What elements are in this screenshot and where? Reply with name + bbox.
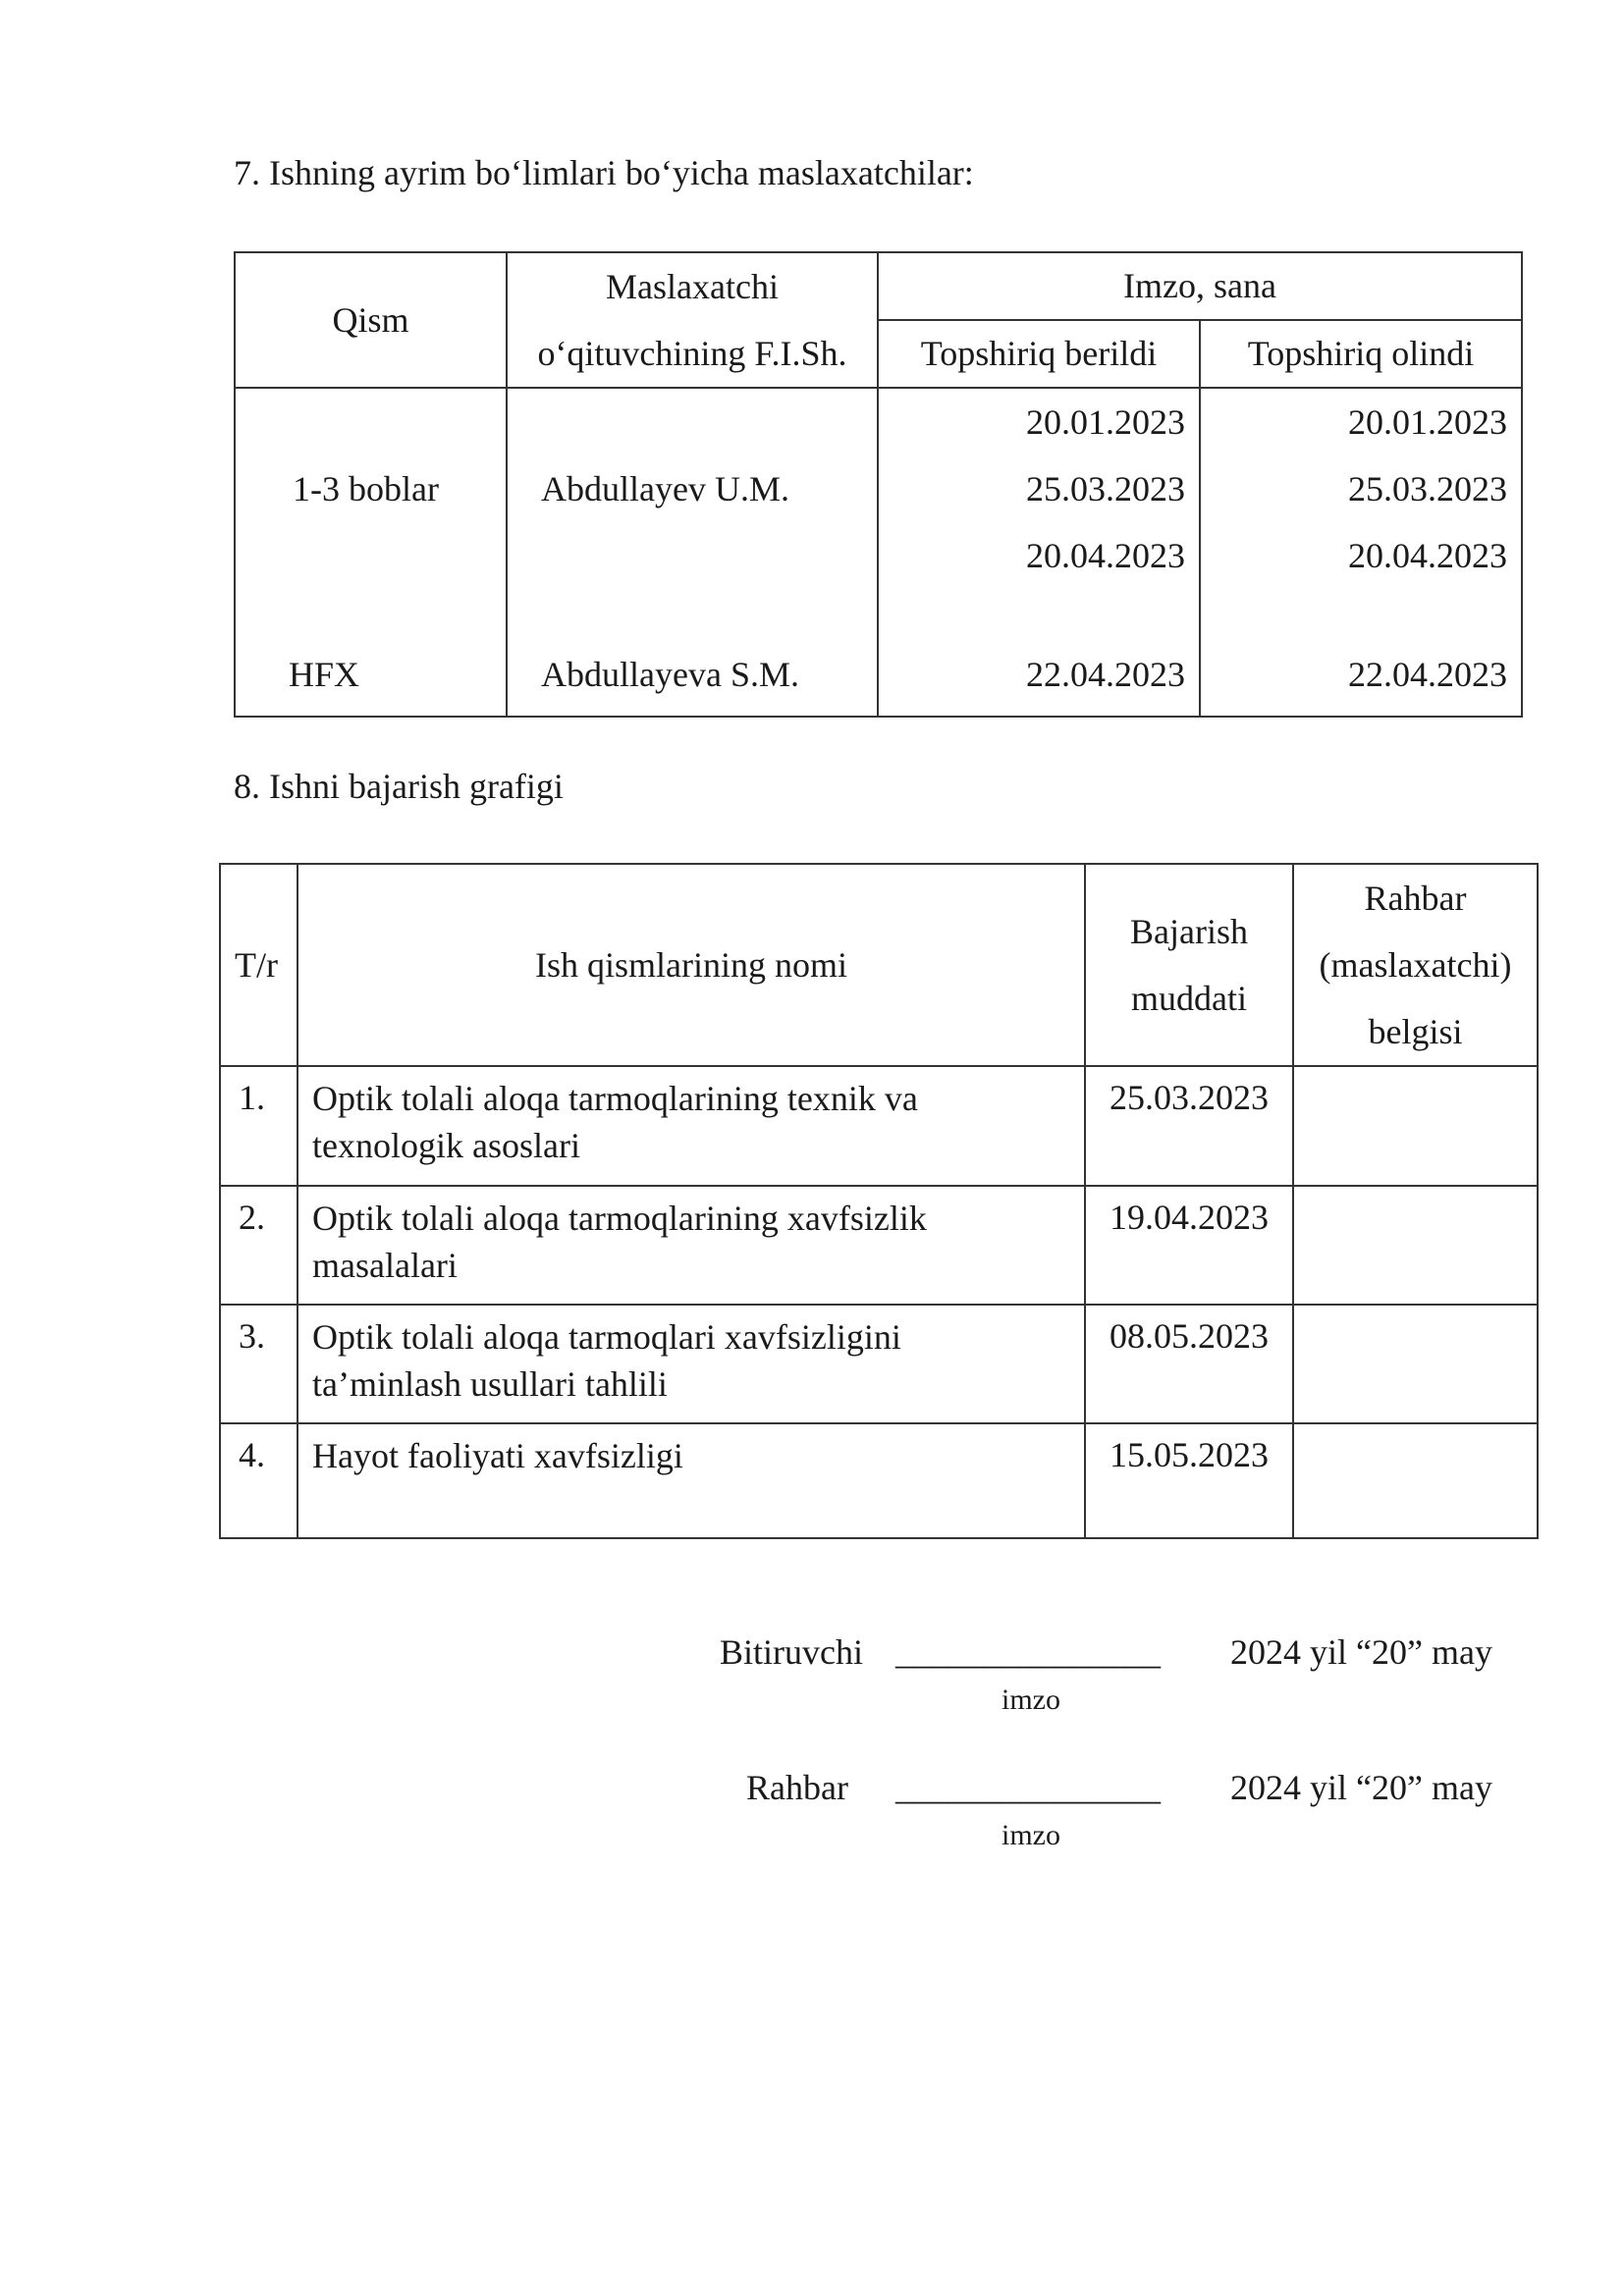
signature-caption-graduate: imzo <box>1001 1683 1060 1716</box>
signature-line-graduate: _______________ <box>895 1632 1161 1672</box>
header-rahbar-belgisi <box>1293 864 1538 1066</box>
header-bajarish-muddati <box>1085 864 1293 1066</box>
row-number: 2. <box>220 1186 298 1305</box>
row-1-name: Abdullayev U.M. <box>507 388 878 589</box>
row-2-qism: HFX <box>235 589 507 717</box>
header-ish-qismlari: Ish qismlarining nomi <box>298 864 1085 1066</box>
schedule-table <box>219 863 1539 1539</box>
row-mark <box>1293 1186 1538 1305</box>
row-2-olindi: 22.04.2023 <box>1200 589 1522 717</box>
row-title: Hayot faoliyati xavfsizligi <box>298 1423 1085 1538</box>
table-row <box>220 1305 1538 1423</box>
row-2-name: Abdullayeva S.M. <box>507 589 878 717</box>
row-title: Optik tolali aloqa tarmoqlari xavfsizligini ta’minlash usullari tahlili <box>298 1305 1085 1423</box>
row-number: 4. <box>220 1423 298 1538</box>
row-date: 15.05.2023 <box>1085 1423 1293 1538</box>
section-7-heading: 7. Ishning ayrim bo‘limlari bo‘yicha maslaxatchilar: <box>234 153 974 192</box>
header-maslaxatchi-line-1: Maslaxatchi <box>606 267 779 306</box>
row-title: Optik tolali aloqa tarmoqlarining texnik va texnologik asoslari <box>298 1066 1085 1186</box>
signature-date-graduate: 2024 yil “20” may <box>1230 1632 1492 1672</box>
signature-role-supervisor: Rahbar <box>746 1768 848 1807</box>
consultants-table <box>234 251 1523 718</box>
row-date: 19.04.2023 <box>1085 1186 1293 1305</box>
row-number: 3. <box>220 1305 298 1423</box>
signature-caption-supervisor: imzo <box>1001 1819 1060 1851</box>
row-number: 1. <box>220 1066 298 1186</box>
section-8-heading: 8. Ishni bajarish grafigi <box>234 767 564 806</box>
row-mark <box>1293 1423 1538 1538</box>
signature-date-supervisor: 2024 yil “20” may <box>1230 1768 1492 1807</box>
header-muddat-line-2: muddati <box>1131 979 1247 1018</box>
header-maslaxatchi <box>507 252 878 388</box>
table-row <box>220 1423 1538 1538</box>
table-row <box>220 1066 1538 1186</box>
header-tr: T/r <box>220 864 298 1066</box>
header-rahbar-line-2: (maslaxatchi) <box>1319 945 1512 985</box>
header-maslaxatchi-line-2: o‘qituvchining F.I.Sh. <box>537 334 847 373</box>
row-title: Optik tolali aloqa tarmoqlarining xavfsizlik masalalari <box>298 1186 1085 1305</box>
row-2-berildi: 22.04.2023 <box>878 589 1200 717</box>
row-mark <box>1293 1066 1538 1186</box>
signature-line-supervisor: _______________ <box>895 1768 1161 1807</box>
header-qism: Qism <box>235 252 507 388</box>
row-date: 08.05.2023 <box>1085 1305 1293 1423</box>
header-muddat-line-1: Bajarish <box>1130 912 1248 951</box>
header-topshiriq-berildi: Topshiriq berildi <box>878 320 1200 388</box>
header-rahbar-line-3: belgisi <box>1368 1012 1463 1051</box>
header-topshiriq-olindi: Topshiriq olindi <box>1200 320 1522 388</box>
table-row <box>220 1186 1538 1305</box>
header-rahbar-line-1: Rahbar <box>1364 879 1467 918</box>
row-mark <box>1293 1305 1538 1423</box>
row-1-berildi: 20.01.2023 25.03.2023 20.04.2023 <box>878 388 1200 589</box>
row-1-qism: 1-3 boblar <box>235 388 507 589</box>
row-1-olindi: 20.01.2023 25.03.2023 20.04.2023 <box>1200 388 1522 589</box>
header-imzo-sana: Imzo, sana <box>878 252 1522 320</box>
signature-role-graduate: Bitiruvchi <box>720 1632 863 1672</box>
row-date: 25.03.2023 <box>1085 1066 1293 1186</box>
